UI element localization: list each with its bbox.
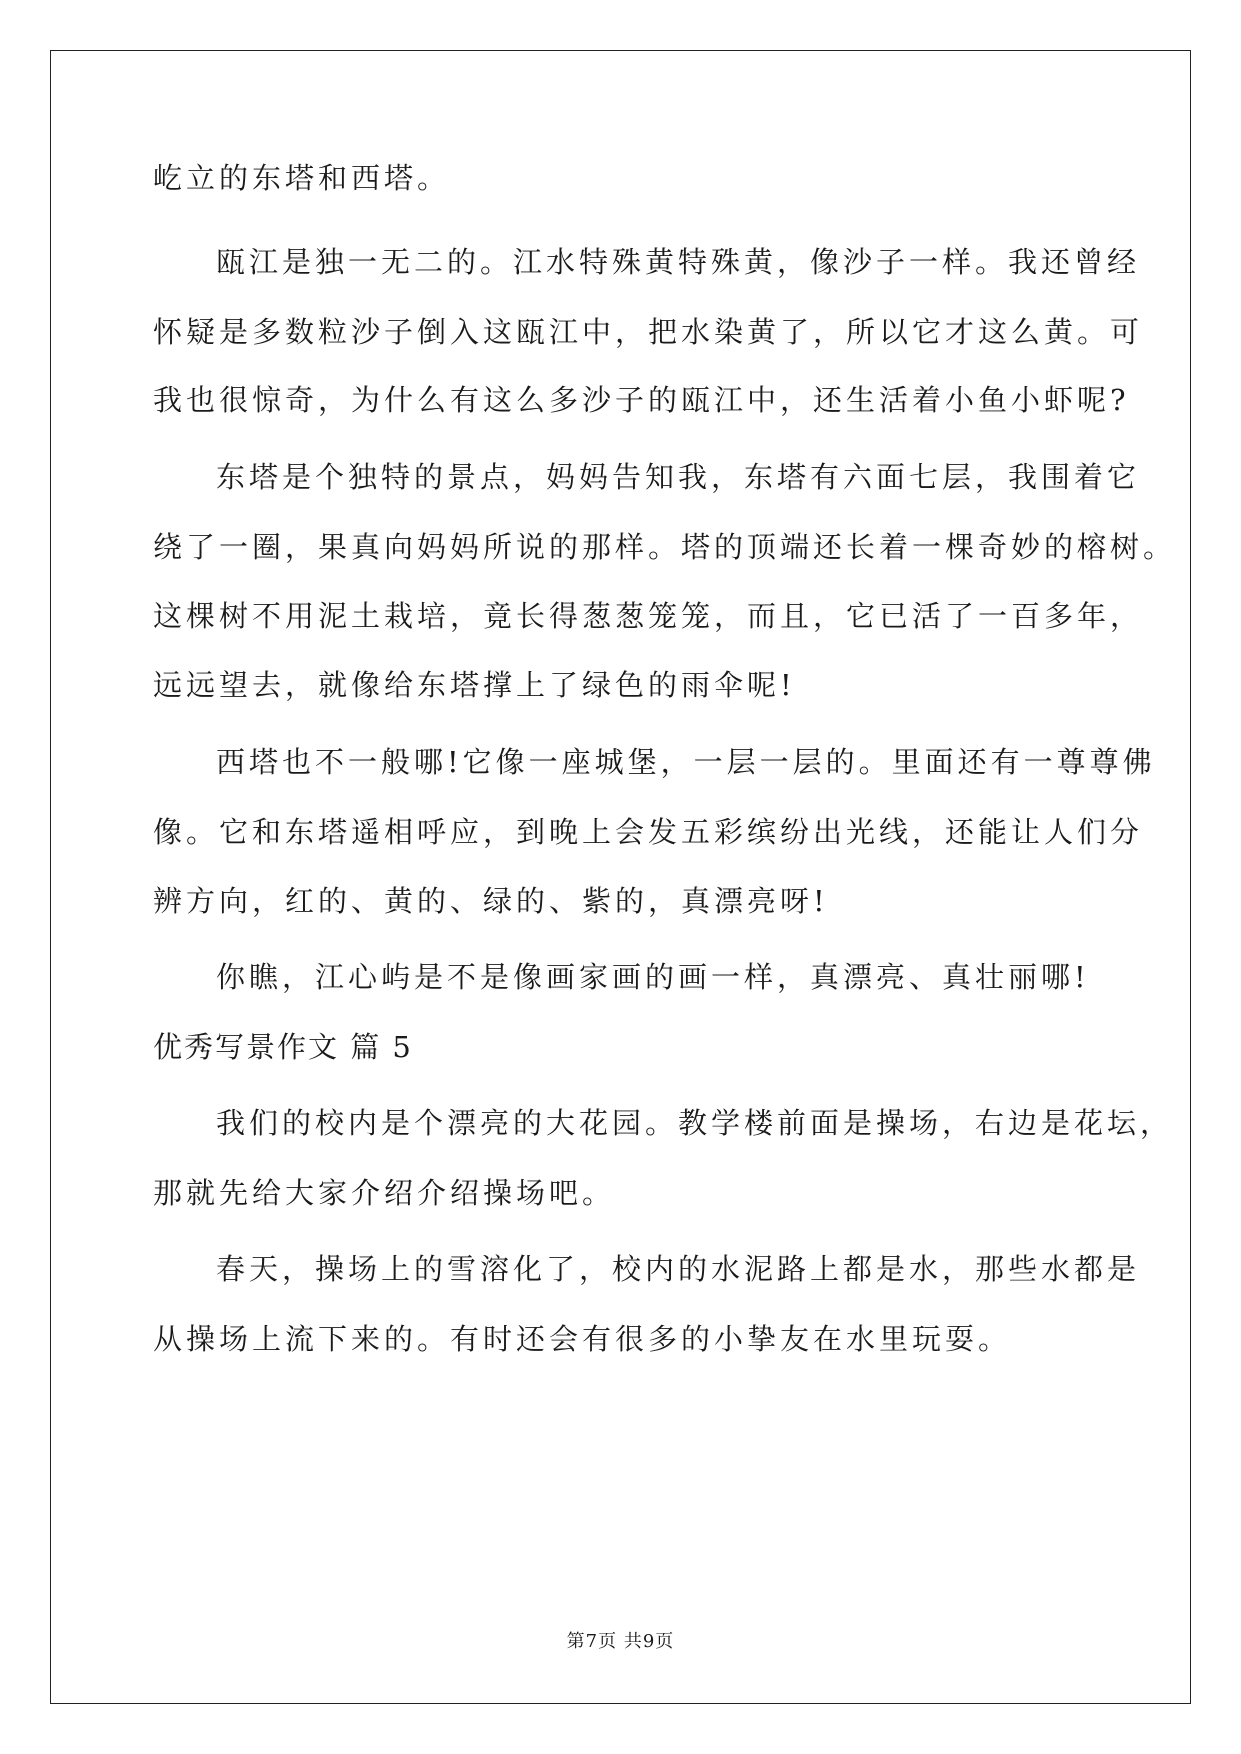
paragraph-start-line: 西塔也不一般哪!它像一座城堡，一层一层的。里面还有一尊尊佛 [216,745,1156,779]
text-line: 像。它和东塔遥相呼应，到晚上会发五彩缤纷出光线，还能让人们分 [153,815,1144,849]
text-line: 远远望去，就像给东塔撑上了绿色的雨伞呢! [153,668,796,702]
text-line: 那就先给大家介绍介绍操场吧。 [153,1176,616,1210]
paragraph-start-line: 我们的校内是个漂亮的大花园。教学楼前面是操场，右边是花坛， [216,1106,1174,1140]
paragraph-start-line: 瓯江是独一无二的。江水特殊黄特殊黄，像沙子一样。我还曾经 [216,245,1141,279]
text-line: 我也很惊奇，为什么有这么多沙子的瓯江中，还生活着小鱼小虾呢? [153,383,1130,417]
text-line: 绕了一圈，果真向妈妈所说的那样。塔的顶端还长着一棵奇妙的榕树。 [153,530,1177,564]
page-border [50,50,1191,1704]
paragraph-start-line: 东塔是个独特的景点，妈妈告知我，东塔有六面七层，我围着它 [216,460,1141,494]
paragraph-start-line: 你瞧，江心屿是不是像画家画的画一样，真漂亮、真壮丽哪! [216,960,1090,994]
text-line: 辨方向，红的、黄的、绿的、紫的，真漂亮呀! [153,884,829,918]
page-number-footer: 第7页 共9页 [566,1631,675,1652]
text-line: 从操场上流下来的。有时还会有很多的小挚友在水里玩耍。 [153,1322,1012,1356]
text-line: 怀疑是多数粒沙子倒入这瓯江中，把水染黄了，所以它才这么黄。可 [153,315,1144,349]
paragraph-start-line: 春天，操场上的雪溶化了，校内的水泥路上都是水，那些水都是 [216,1252,1141,1286]
text-line: 这棵树不用泥土栽培，竟长得葱葱笼笼，而且，它已活了一百多年， [153,599,1144,633]
text-line: 屹立的东塔和西塔。 [153,161,451,195]
section-heading: 优秀写景作文 篇 5 [153,1030,413,1064]
